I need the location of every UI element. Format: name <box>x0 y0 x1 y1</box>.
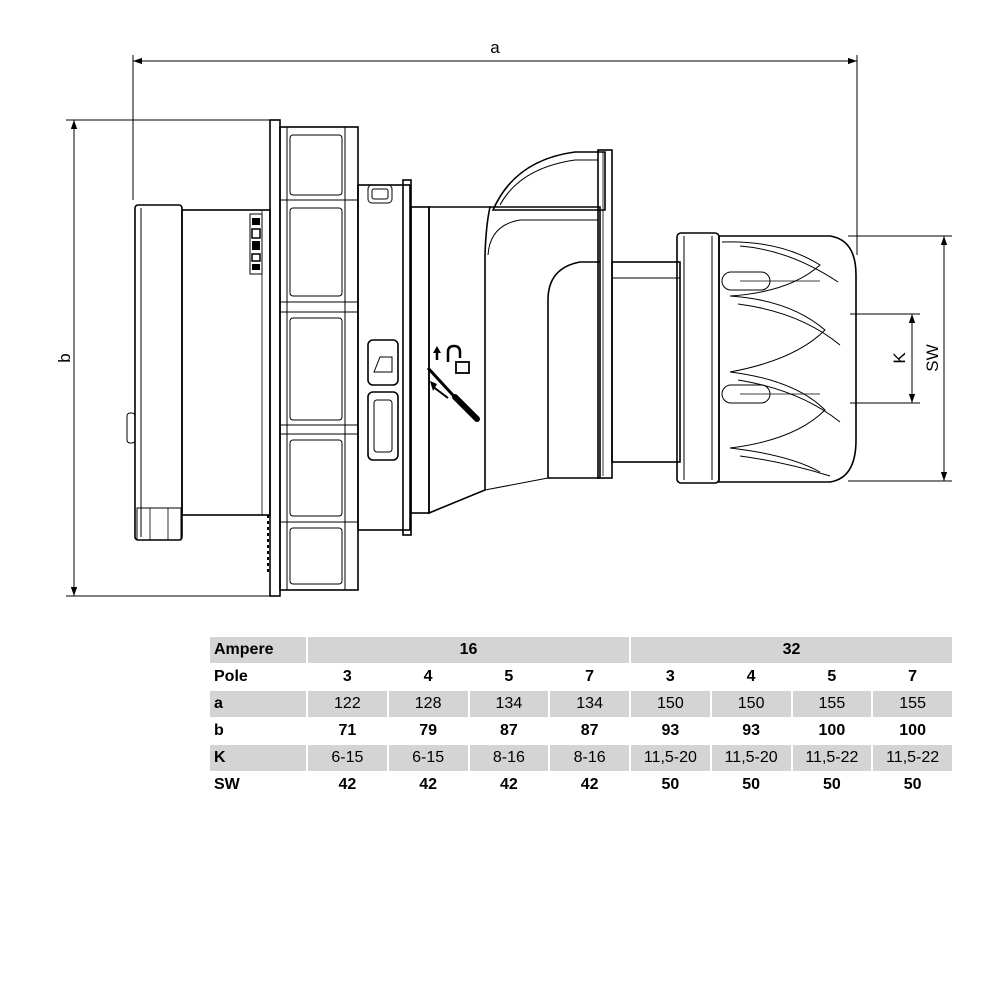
table-cell: 150 <box>712 691 793 718</box>
table-cell: 100 <box>873 718 954 745</box>
table-row-ampere <box>210 637 954 664</box>
table-cell: 71 <box>308 718 389 745</box>
table-cell: 50 <box>793 772 874 799</box>
pole-label: Pole <box>210 664 308 691</box>
table-cell: 134 <box>470 691 551 718</box>
table-row-pole <box>210 664 954 691</box>
dimension-b-label: b <box>55 353 74 363</box>
table-cell: 5 <box>793 664 874 691</box>
grip-ring <box>270 120 358 596</box>
table-cell: 7 <box>873 664 954 691</box>
table-cell: 4 <box>712 664 793 691</box>
table-cell: 42 <box>470 772 551 799</box>
table-cell: 155 <box>873 691 954 718</box>
table-cell: 150 <box>631 691 712 718</box>
table-cell: 11,5-22 <box>873 745 954 772</box>
ampere-label: Ampere <box>210 637 308 664</box>
table-cell: 93 <box>712 718 793 745</box>
release-slot-icon <box>368 392 398 460</box>
table-cell: 6-15 <box>308 745 389 772</box>
dimension-a-label: a <box>490 38 500 57</box>
table-cell: 155 <box>793 691 874 718</box>
dimension-b <box>55 120 278 596</box>
neck <box>598 150 680 478</box>
table-cell: 134 <box>550 691 631 718</box>
ampere-group-32: 32 <box>631 637 954 664</box>
table-row-b <box>210 718 954 745</box>
plug-outline <box>127 120 856 596</box>
table-cell: 3 <box>308 664 389 691</box>
dimension-sw-label: SW <box>923 344 942 372</box>
table-cell: 5 <box>470 664 551 691</box>
table-cell: 42 <box>308 772 389 799</box>
table-row-sw <box>210 772 954 799</box>
dimension-a <box>133 38 857 255</box>
table-cell: 50 <box>712 772 793 799</box>
table-cell: 87 <box>470 718 551 745</box>
table-cell: 128 <box>389 691 470 718</box>
row-label: a <box>210 691 308 718</box>
unlock-screwdriver-icon <box>428 346 477 419</box>
table-cell: 42 <box>389 772 470 799</box>
row-label: K <box>210 745 308 772</box>
lock-indicator-icon <box>368 340 398 385</box>
ampere-group-16: 16 <box>308 637 631 664</box>
dimension-table <box>210 637 954 799</box>
cable-gland <box>677 233 856 483</box>
table-cell: 11,5-22 <box>793 745 874 772</box>
table-cell: 93 <box>631 718 712 745</box>
table-cell: 6-15 <box>389 745 470 772</box>
table-row-k <box>210 745 954 772</box>
table-row-a <box>210 691 954 718</box>
table-cell: 11,5-20 <box>712 745 793 772</box>
dimension-k-label: K <box>890 352 909 364</box>
table-cell: 50 <box>873 772 954 799</box>
brand-logo <box>250 214 262 274</box>
table-cell: 87 <box>550 718 631 745</box>
table-cell: 4 <box>389 664 470 691</box>
shaft <box>182 210 270 575</box>
body-cone <box>428 152 605 513</box>
table-cell: 100 <box>793 718 874 745</box>
table-cell: 11,5-20 <box>631 745 712 772</box>
pin-housing <box>127 205 182 540</box>
row-label: SW <box>210 772 308 799</box>
table-cell: 50 <box>631 772 712 799</box>
locking-collar <box>358 180 429 535</box>
table-cell: 8-16 <box>470 745 551 772</box>
row-label: b <box>210 718 308 745</box>
dimension-k <box>850 314 920 403</box>
table-cell: 3 <box>631 664 712 691</box>
table-cell: 122 <box>308 691 389 718</box>
table-cell: 79 <box>389 718 470 745</box>
table-cell: 8-16 <box>550 745 631 772</box>
table-cell: 7 <box>550 664 631 691</box>
table-cell: 42 <box>550 772 631 799</box>
